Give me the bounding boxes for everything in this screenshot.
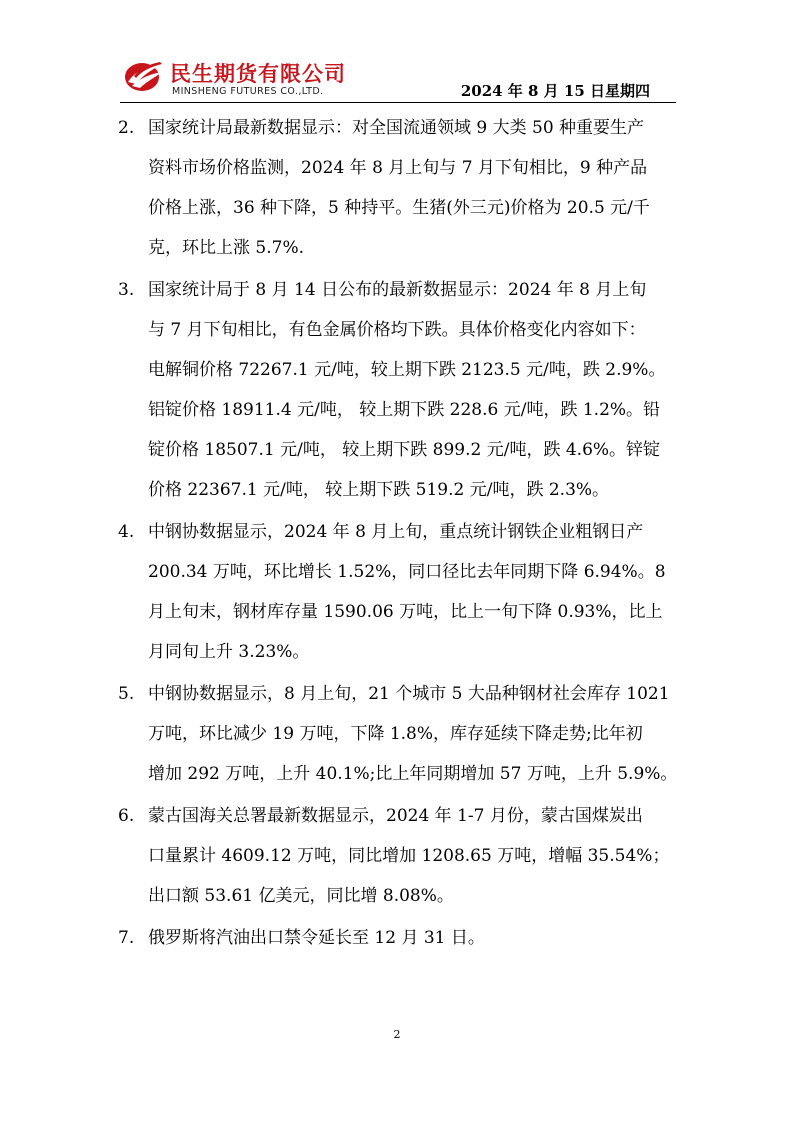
item-text-line: 月上旬末，钢材库存量 1590.06 万吨，比上一旬下降 0.93%，比上 <box>148 602 663 622</box>
header-divider <box>120 102 676 103</box>
company-logo <box>124 56 364 100</box>
item-text-line: 铝锭价格 18911.4 元/吨， 较上期下跌 228.6 元/吨，跌 1.2%。铅 <box>148 400 661 420</box>
item-number: 3. <box>118 280 135 300</box>
news-item <box>116 512 686 672</box>
item-text-line: 国家统计局最新数据显示：对全国流通领域 9 大类 50 种重要生产 <box>148 118 645 138</box>
item-text-line: 中钢协数据显示，2024 年 8 月上旬，重点统计钢铁企业粗钢日产 <box>148 522 644 542</box>
item-number: 4. <box>118 522 135 542</box>
item-text-line: 蒙古国海关总署最新数据显示，2024 年 1-7 月份，蒙古国煤炭出 <box>148 806 643 826</box>
item-text-line: 口量累计 4609.12 万吨，同比增加 1208.65 万吨，增幅 35.54%； <box>148 846 670 866</box>
item-text-line: 锭价格 18507.1 元/吨， 较上期下跌 899.2 元/吨，跌 4.6%。锌锭 <box>148 440 661 460</box>
news-item <box>116 270 686 510</box>
report-date: 2024 年 8 月 15 日星期四 <box>460 82 650 100</box>
item-text-line: 价格上涨，36 种下降，5 种持平。生猪(外三元)价格为 20.5 元/千 <box>148 198 650 218</box>
item-number: 6. <box>118 806 135 826</box>
item-text-line: 与 7 月下旬相比，有色金属价格均下跌。具体价格变化内容如下： <box>148 320 646 340</box>
item-text-line: 中钢协数据显示，8 月上旬，21 个城市 5 大品种钢材社会库存 1021 <box>148 684 670 704</box>
company-name-cn: 民生期货有限公司 <box>170 62 346 86</box>
item-text-line: 克，环比上涨 5.7%. <box>148 238 304 258</box>
item-text-line: 出口额 53.61 亿美元，同比增 8.08%。 <box>148 886 454 906</box>
news-item <box>116 796 686 916</box>
item-number: 5. <box>118 684 135 704</box>
page-header <box>120 52 676 104</box>
item-text-line: 月同旬上升 3.23%。 <box>148 642 310 662</box>
news-item <box>116 674 686 794</box>
page-number: 2 <box>393 1028 401 1041</box>
minsheng-swoosh-logo-icon <box>124 58 164 94</box>
item-text-line: 增加 292 万吨，上升 40.1%;比上年同期增加 57 万吨，上升 5.9%。 <box>148 764 678 784</box>
item-number: 2. <box>118 118 135 138</box>
item-text-line: 价格 22367.1 元/吨， 较上期下跌 519.2 元/吨，跌 2.3%。 <box>148 480 610 500</box>
item-text-line: 国家统计局于 8 月 14 日公布的最新数据显示：2024 年 8 月上旬 <box>148 280 647 300</box>
item-text-line: 万吨，环比减少 19 万吨，下降 1.8%，库存延续下降走势;比年初 <box>148 724 643 744</box>
company-name-en: MINSHENG FUTURES CO.,LTD. <box>172 86 324 97</box>
news-item <box>116 918 686 958</box>
item-number: 7. <box>118 928 135 948</box>
item-text-line: 俄罗斯将汽油出口禁令延长至 12 月 31 日。 <box>148 928 485 948</box>
news-item <box>116 108 686 268</box>
item-text-line: 电解铜价格 72267.1 元/吨，较上期下跌 2123.5 元/吨，跌 2.9%。 <box>148 360 666 380</box>
news-list <box>116 108 686 960</box>
item-text-line: 资料市场价格监测，2024 年 8 月上旬与 7 月下旬相比，9 种产品 <box>148 158 648 178</box>
item-text-line: 200.34 万吨，环比增长 1.52%，同口径比去年同期下降 6.94%。8 <box>148 562 666 582</box>
